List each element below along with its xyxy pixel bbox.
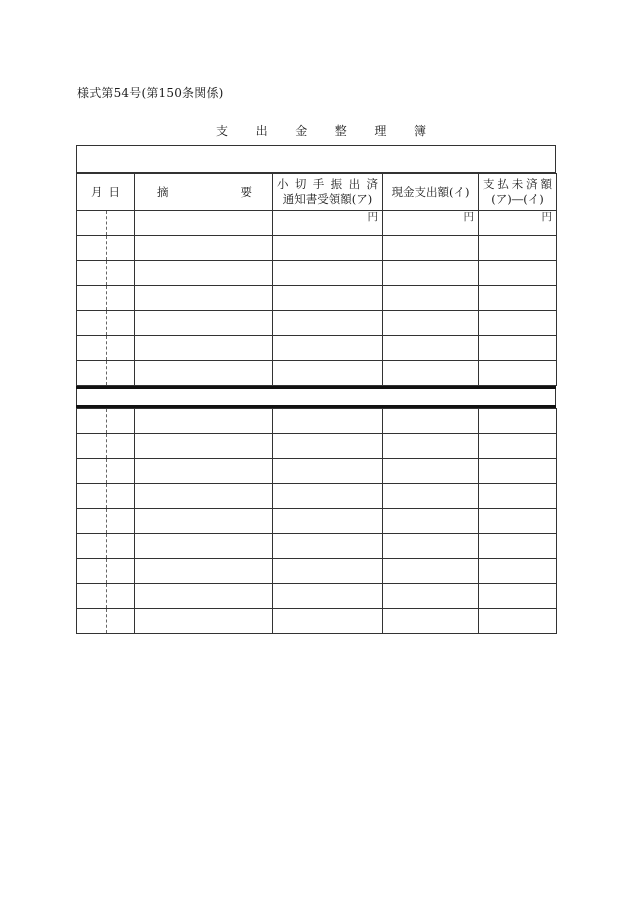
day-cell[interactable] xyxy=(107,584,135,609)
unpaid-amount-cell[interactable] xyxy=(479,286,557,311)
table-row xyxy=(77,584,557,609)
check-amount-column-header xyxy=(273,174,383,211)
month-cell[interactable] xyxy=(77,434,107,459)
month-cell[interactable] xyxy=(77,361,107,386)
unpaid-amount-cell[interactable] xyxy=(479,336,557,361)
day-cell[interactable] xyxy=(107,559,135,584)
unpaid-amount-cell[interactable] xyxy=(479,311,557,336)
cash-amount-cell[interactable]: 円 xyxy=(383,211,479,236)
table-row xyxy=(77,236,557,261)
check-amount-cell[interactable] xyxy=(273,409,383,434)
month-cell[interactable] xyxy=(77,236,107,261)
cash-amount-cell[interactable] xyxy=(383,409,479,434)
month-cell[interactable] xyxy=(77,211,107,236)
ledger-upper-table xyxy=(76,173,557,386)
summary-cell[interactable] xyxy=(135,584,273,609)
cash-amount-column-header: 現金支出額(イ) xyxy=(383,174,479,211)
summary-cell[interactable] xyxy=(135,559,273,584)
cash-amount-cell[interactable] xyxy=(383,336,479,361)
unpaid-amount-cell[interactable]: 円 xyxy=(479,211,557,236)
check-amount-cell[interactable] xyxy=(273,534,383,559)
summary-cell[interactable] xyxy=(135,211,273,236)
check-header-char: 出 xyxy=(348,177,361,191)
check-amount-cell[interactable] xyxy=(273,311,383,336)
table-row xyxy=(77,361,557,386)
table-row xyxy=(77,484,557,509)
check-amount-cell[interactable] xyxy=(273,584,383,609)
unpaid-amount-cell[interactable] xyxy=(479,261,557,286)
day-cell[interactable] xyxy=(107,311,135,336)
day-cell[interactable] xyxy=(107,484,135,509)
unpaid-amount-cell[interactable] xyxy=(479,609,557,634)
unpaid-header-char: 済 xyxy=(526,177,538,191)
cash-amount-cell[interactable] xyxy=(383,261,479,286)
summary-cell[interactable] xyxy=(135,336,273,361)
unpaid-amount-cell[interactable] xyxy=(479,559,557,584)
summary-cell[interactable] xyxy=(135,286,273,311)
unpaid-amount-column-header xyxy=(479,174,557,211)
day-cell[interactable] xyxy=(107,534,135,559)
cash-amount-cell[interactable] xyxy=(383,434,479,459)
check-header-char: 切 xyxy=(294,177,307,191)
month-cell[interactable] xyxy=(77,311,107,336)
cash-amount-cell[interactable] xyxy=(383,559,479,584)
month-cell[interactable] xyxy=(77,459,107,484)
cash-amount-cell[interactable] xyxy=(383,361,479,386)
unpaid-header-char: 未 xyxy=(511,177,524,191)
title-char: 出 xyxy=(255,124,268,138)
check-amount-cell[interactable] xyxy=(273,559,383,584)
cash-amount-cell[interactable] xyxy=(383,484,479,509)
summary-cell[interactable] xyxy=(135,236,273,261)
unpaid-amount-cell[interactable] xyxy=(479,236,557,261)
table-row xyxy=(77,534,557,559)
title-char: 金 xyxy=(295,124,308,138)
day-label: 日 xyxy=(108,184,120,199)
cash-amount-cell[interactable] xyxy=(383,311,479,336)
summary-cell[interactable] xyxy=(135,509,273,534)
ledger-header-row xyxy=(77,174,557,211)
summary-column-header xyxy=(135,174,273,211)
unpaid-amount-cell[interactable] xyxy=(479,459,557,484)
check-amount-cell[interactable] xyxy=(273,434,383,459)
check-amount-cell[interactable] xyxy=(273,286,383,311)
check-amount-cell[interactable] xyxy=(273,336,383,361)
summary-cell[interactable] xyxy=(135,409,273,434)
check-header-char: 済 xyxy=(366,177,378,191)
summary-label-left: 摘 xyxy=(157,184,169,199)
table-row xyxy=(77,311,557,336)
cash-amount-cell[interactable] xyxy=(383,534,479,559)
day-cell[interactable] xyxy=(107,434,135,459)
table-row xyxy=(77,336,557,361)
summary-cell[interactable] xyxy=(135,361,273,386)
check-amount-cell[interactable] xyxy=(273,609,383,634)
check-amount-cell[interactable] xyxy=(273,361,383,386)
check-header-char: 手 xyxy=(312,177,325,191)
summary-cell[interactable] xyxy=(135,311,273,336)
month-cell[interactable] xyxy=(77,534,107,559)
month-cell[interactable] xyxy=(77,509,107,534)
cash-amount-cell[interactable] xyxy=(383,236,479,261)
summary-cell[interactable] xyxy=(135,434,273,459)
table-row xyxy=(77,409,557,434)
month-cell[interactable] xyxy=(77,559,107,584)
unpaid-amount-cell[interactable] xyxy=(479,534,557,559)
unpaid-amount-cell[interactable] xyxy=(479,361,557,386)
table-row xyxy=(77,286,557,311)
month-cell[interactable] xyxy=(77,409,107,434)
summary-cell[interactable] xyxy=(135,459,273,484)
check-amount-cell[interactable] xyxy=(273,484,383,509)
form-number: 様式第54号(第150条関係) xyxy=(77,86,224,100)
day-cell[interactable] xyxy=(107,211,135,236)
day-cell[interactable] xyxy=(107,361,135,386)
ledger-separator-row[interactable] xyxy=(76,389,556,405)
cash-amount-cell[interactable] xyxy=(383,609,479,634)
table-row xyxy=(77,609,557,634)
ledger-sheet xyxy=(76,145,556,634)
table-row xyxy=(77,459,557,484)
cash-amount-cell[interactable] xyxy=(383,509,479,534)
ledger-top-blank-row[interactable] xyxy=(76,145,556,173)
day-cell[interactable] xyxy=(107,509,135,534)
summary-cell[interactable] xyxy=(135,534,273,559)
table-row xyxy=(77,559,557,584)
day-cell[interactable] xyxy=(107,286,135,311)
unpaid-amount-cell[interactable] xyxy=(479,409,557,434)
month-cell[interactable] xyxy=(77,286,107,311)
day-cell[interactable] xyxy=(107,261,135,286)
unpaid-amount-cell[interactable] xyxy=(479,509,557,534)
summary-cell[interactable] xyxy=(135,261,273,286)
day-cell[interactable] xyxy=(107,336,135,361)
check-amount-cell[interactable] xyxy=(273,236,383,261)
month-label: 月 xyxy=(91,184,103,199)
date-column-header xyxy=(77,174,135,211)
unpaid-amount-cell[interactable] xyxy=(479,584,557,609)
title-char: 整 xyxy=(334,124,347,138)
unpaid-amount-cell[interactable] xyxy=(479,434,557,459)
cash-amount-cell[interactable] xyxy=(383,286,479,311)
month-cell[interactable] xyxy=(77,336,107,361)
day-cell[interactable] xyxy=(107,409,135,434)
check-amount-cell[interactable]: 円 xyxy=(273,211,383,236)
check-header-line2: 通知書受領額(ア) xyxy=(282,192,373,206)
day-cell[interactable] xyxy=(107,236,135,261)
summary-cell[interactable] xyxy=(135,484,273,509)
table-row xyxy=(77,261,557,286)
summary-label-right: 要 xyxy=(240,184,252,199)
month-cell[interactable] xyxy=(77,261,107,286)
check-amount-cell[interactable] xyxy=(273,509,383,534)
check-header-char: 振 xyxy=(330,177,343,191)
month-cell[interactable] xyxy=(77,609,107,634)
title-char: 支 xyxy=(216,124,229,138)
check-amount-cell[interactable] xyxy=(273,459,383,484)
month-cell[interactable] xyxy=(77,484,107,509)
cash-amount-cell[interactable] xyxy=(383,584,479,609)
page-title xyxy=(216,122,426,139)
summary-cell[interactable] xyxy=(135,609,273,634)
table-row xyxy=(77,434,557,459)
check-header-char: 小 xyxy=(277,177,289,191)
title-char: 理 xyxy=(374,124,387,138)
table-row xyxy=(77,211,557,236)
unpaid-amount-cell[interactable] xyxy=(479,484,557,509)
unpaid-header-line2: (ア)―(イ) xyxy=(491,192,544,206)
month-cell[interactable] xyxy=(77,584,107,609)
cash-amount-cell[interactable] xyxy=(383,459,479,484)
day-cell[interactable] xyxy=(107,459,135,484)
unpaid-header-char: 支 xyxy=(483,177,495,191)
table-row xyxy=(77,509,557,534)
title-char: 簿 xyxy=(413,124,426,138)
ledger-lower-table xyxy=(76,408,557,634)
unpaid-header-char: 払 xyxy=(497,177,509,191)
day-cell[interactable] xyxy=(107,609,135,634)
check-amount-cell[interactable] xyxy=(273,261,383,286)
unpaid-header-char: 額 xyxy=(540,177,552,191)
